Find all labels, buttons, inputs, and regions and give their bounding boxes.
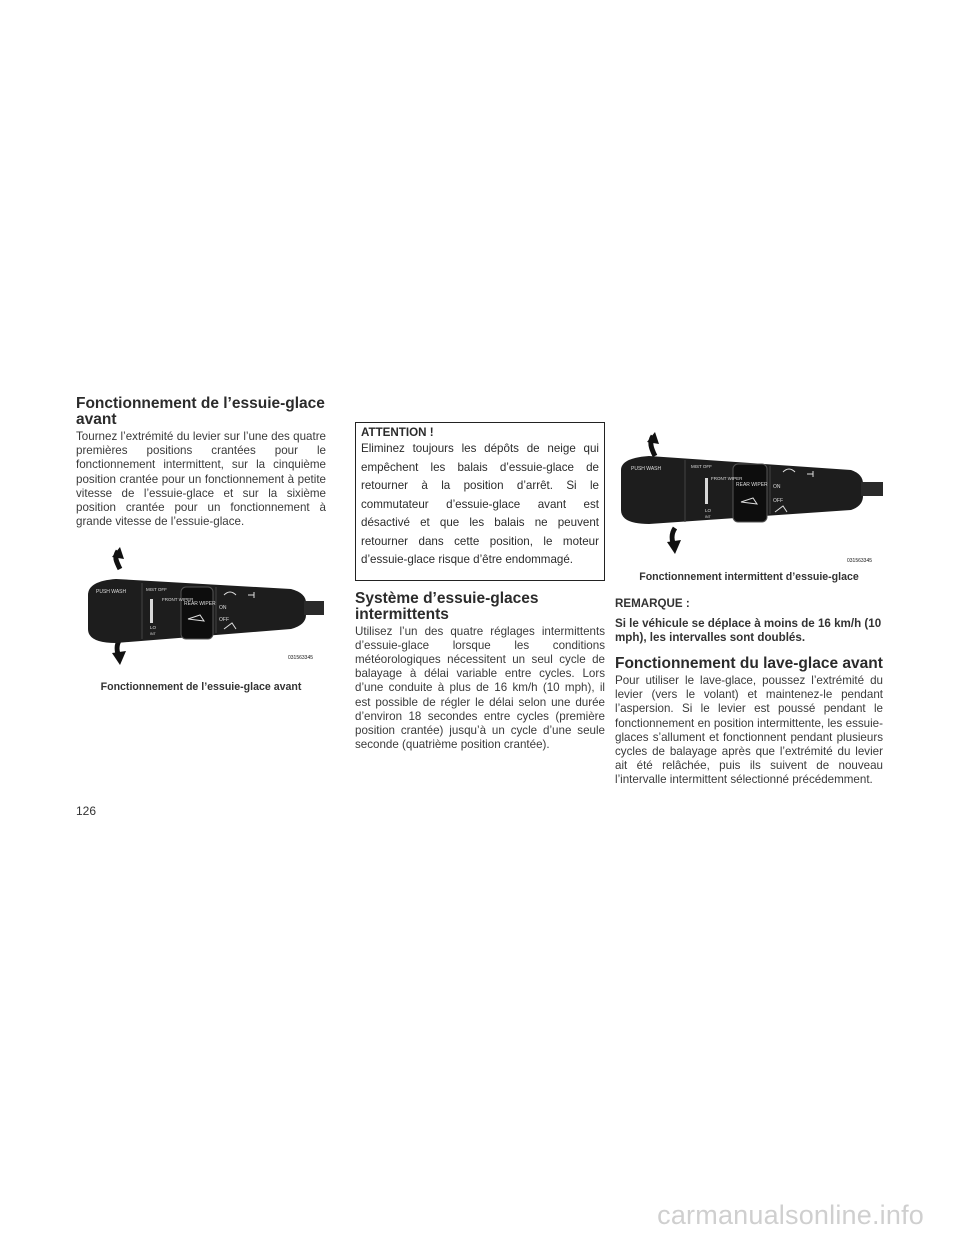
figure-caption-2: Fonctionnement intermittent d’essuie-glace	[639, 571, 859, 583]
label-on-2: ON	[773, 484, 781, 490]
heading-washer: Fonctionnement du lave-glace avant	[615, 655, 883, 672]
column-left	[76, 396, 326, 693]
heading-intermittent: Système d’essuie-glaces intermittents	[355, 589, 539, 623]
label-front-wiper: FRONT WIPER	[162, 597, 194, 603]
label-mist-off-2: MIST OFF	[691, 464, 712, 469]
label-front-wiper-2: FRONT WIPER	[711, 476, 743, 481]
figure-code-2: 031563345	[847, 558, 873, 564]
figure-code: 031563345	[288, 655, 314, 662]
column-middle	[355, 422, 605, 752]
label-int-2: INT	[705, 515, 711, 519]
label-lo-2: LO	[705, 508, 712, 513]
wiper-lever-illustration-2	[615, 430, 883, 568]
label-off-2: OFF	[773, 498, 783, 504]
page-number: 126	[76, 804, 97, 818]
heading-front-wiper: Fonctionnement de l’essuie-glace avant	[76, 395, 325, 428]
paragraph-front-wiper: Tournez l’extrémité du levier sur l’une des quatre premières positions crantées pour le fonctionnement intermittent, sur la cinquième position crantée pour un fonctionnement à petite vitesse de l’essuie-glace et sur la sixième position crantée pour un fonctionnement à grande vitesse de l’essuie-glace.	[76, 430, 326, 529]
attention-title: ATTENTION !	[361, 426, 434, 439]
label-push-wash-2: PUSH WASH	[631, 466, 662, 472]
paragraph-intermittent: Utilisez l’un des quatre réglages intermittents d’essuie-glace lorsque les conditions météorologiques nécessitent un seul cycle de balayage à délai variable entre cycles. Lors d’une conduite à plus de 16 km/h (10 mph), il est possible de régler le délai selon une durée d’environ 18 secondes entre cycles (première position crantée) jusqu’à un cycle d’une seule seconde (quatrième position crantée).	[355, 624, 605, 752]
column-right	[615, 430, 883, 788]
label-off: OFF	[219, 617, 229, 624]
label-lo: LO	[150, 625, 157, 631]
attention-box	[355, 422, 605, 581]
label-on: ON	[219, 605, 227, 612]
figure-caption: Fonctionnement de l’essuie-glace avant	[100, 681, 302, 694]
paragraph-washer: Pour utiliser le lave-glace, poussez l’extrémité du levier (vers le volant) et maintenez-le pendant l’aspersion. Si le levier est poussé pendant le fonctionnement en position intermittente, les essuie-glaces s’allument et fonctionnent pendant plusieurs cycles de balayage après que l’extrémité du levier ait été relâchée, puis ils suivent de nouveau l’intervalle intermittent sélectionné précédemment.	[615, 674, 883, 787]
wiper-lever-illustration	[76, 547, 326, 677]
label-push-wash: PUSH WASH	[96, 589, 127, 596]
remark-text: Si le véhicule se déplace à moins de 16 km/h (10 mph), les intervalles sont doublés.	[615, 617, 882, 644]
watermark: carmanualsonline.info	[657, 1200, 924, 1230]
label-mist-off: MIST OFF	[146, 587, 167, 593]
figure-intermittent	[615, 430, 883, 583]
label-rear-wiper-2: REAR WIPER	[736, 482, 768, 488]
label-int: INT	[150, 632, 156, 637]
figure-front-wiper	[76, 547, 326, 693]
remark-title: REMARQUE :	[615, 597, 690, 610]
label-rear-wiper: REAR WIPER	[184, 601, 216, 608]
attention-text: Eliminez toujours les dépôts de neige qui empêchent les balais d’essuie-glace de retourner à la position d’arrêt. Si le commutateur d’essuie-glace avant est désactivé et que les balais ne peuvent retourner dans cette position, le moteur d’essuie-glace risque d’être endommagé.	[361, 442, 599, 566]
